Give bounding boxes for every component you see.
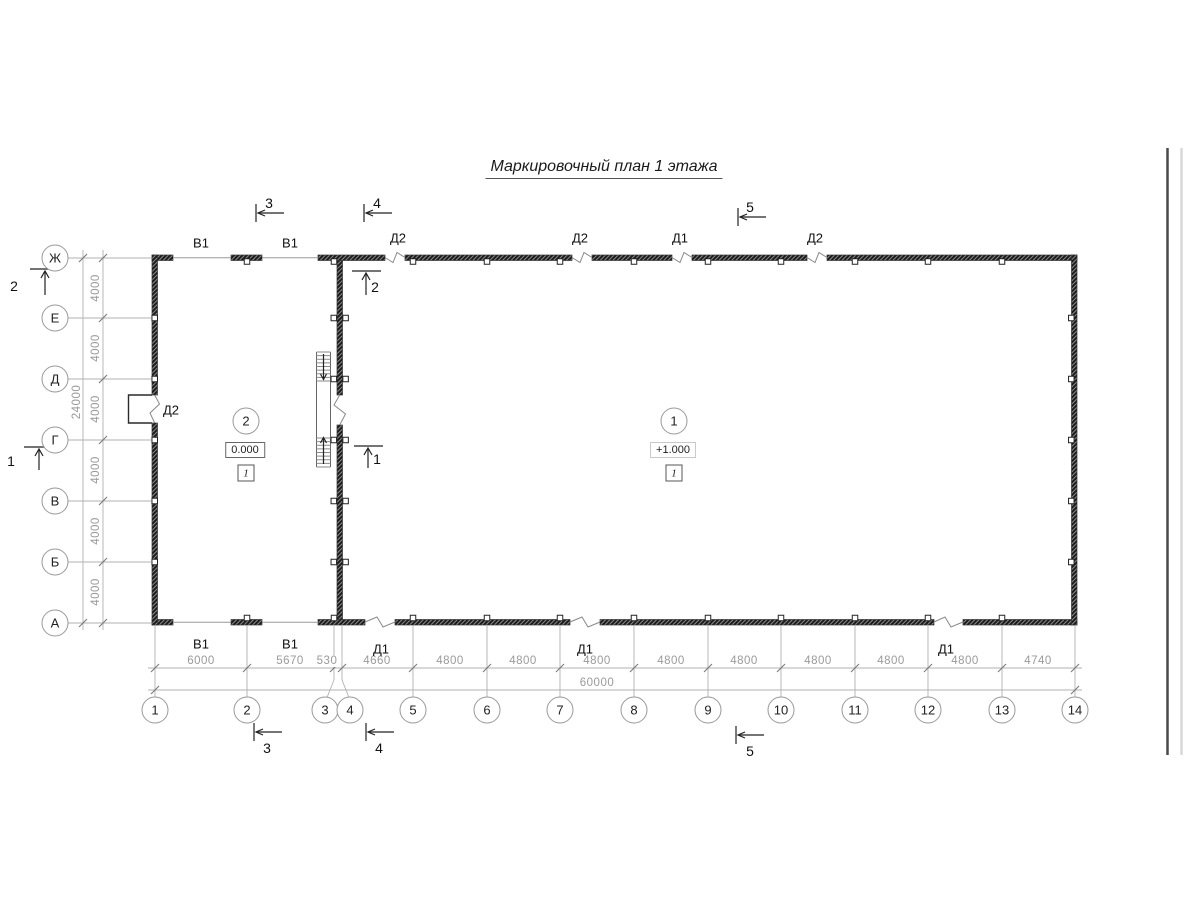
section-mark-label: 4 <box>375 740 383 756</box>
floor-type-mark: 1 <box>666 465 683 482</box>
opening-label: В1 <box>193 235 209 251</box>
room-elevation: 0.000 <box>225 442 265 458</box>
door-breaks <box>150 253 963 628</box>
window-lines <box>173 258 318 623</box>
opening-label: Д2 <box>162 402 180 418</box>
dimension-total: 24000 <box>71 384 83 420</box>
dimension-value: 4800 <box>730 655 758 667</box>
axis-circle-row: А <box>42 610 69 637</box>
section-mark-label: 3 <box>263 740 271 756</box>
section-mark-label: 1 <box>373 451 381 467</box>
stairs-icon <box>317 352 331 467</box>
section-mark-label: 1 <box>7 453 15 469</box>
section-mark-label: 4 <box>373 195 381 211</box>
axis-circle-col: 13 <box>989 697 1016 724</box>
dimension-value: 4000 <box>90 395 102 423</box>
axis-circle-row: Г <box>42 427 69 454</box>
axis-circle-col: 1 <box>142 697 169 724</box>
axis-circle-col: 9 <box>695 697 722 724</box>
dimension-ticks <box>79 254 1079 694</box>
opening-label: Д2 <box>806 230 824 246</box>
opening-label: В1 <box>282 636 298 652</box>
section-mark-label: 2 <box>371 279 379 295</box>
floor-type-mark: 1 <box>238 465 255 482</box>
page-title: Маркировочный план 1 этажа <box>485 158 722 179</box>
section-mark-label: 3 <box>265 195 273 211</box>
dimension-value: 4800 <box>583 655 611 667</box>
axis-circle-col: 12 <box>915 697 942 724</box>
opening-label: В1 <box>282 235 298 251</box>
room-number-circle: 2 <box>233 408 260 435</box>
axis-circle-col: 14 <box>1062 697 1089 724</box>
dimension-lines <box>83 250 1082 698</box>
walls <box>152 255 1077 625</box>
axis-circle-col: 8 <box>621 697 648 724</box>
axis-circle-row: В <box>42 488 69 515</box>
dimension-value: 4000 <box>90 517 102 545</box>
axis-lines <box>69 258 1076 697</box>
axis-circle-row: Ж <box>42 245 69 272</box>
dimension-value: 4660 <box>363 655 391 667</box>
opening-label: Д1 <box>576 641 594 657</box>
opening-label: Д2 <box>389 230 407 246</box>
room-number-circle: 1 <box>661 408 688 435</box>
section-mark-label: 5 <box>746 743 754 759</box>
axis-circle-row: Д <box>42 366 69 393</box>
column-plates <box>152 259 1074 621</box>
opening-label: Д1 <box>671 230 689 246</box>
opening-label: В1 <box>193 636 209 652</box>
dimension-value: 4800 <box>877 655 905 667</box>
porch-outline <box>129 395 153 423</box>
room-elevation: +1.000 <box>650 442 696 458</box>
section-mark-label: 2 <box>10 278 18 294</box>
axis-circle-col: 10 <box>768 697 795 724</box>
dimension-total: 60000 <box>579 677 615 689</box>
dimension-value: 4800 <box>657 655 685 667</box>
dimension-value: 4000 <box>90 274 102 302</box>
axis-circle-col: 6 <box>474 697 501 724</box>
sheet-frame <box>1168 148 1182 755</box>
axis-circle-row: Е <box>42 305 69 332</box>
axis-circle-col: 7 <box>547 697 574 724</box>
axis-circle-col: 4 <box>337 697 364 724</box>
dimension-value: 4800 <box>951 655 979 667</box>
axis-circle-row: Б <box>42 549 69 576</box>
opening-label: Д1 <box>372 641 390 657</box>
dimension-value: 5670 <box>276 655 304 667</box>
opening-label: Д2 <box>571 230 589 246</box>
dimension-value: 4000 <box>90 456 102 484</box>
axis-circle-col: 3 <box>312 697 339 724</box>
dimension-value: 6000 <box>187 655 215 667</box>
dimension-value: 4800 <box>436 655 464 667</box>
dimension-value: 4000 <box>90 578 102 606</box>
axis-circle-col: 5 <box>400 697 427 724</box>
dimension-value: 4800 <box>804 655 832 667</box>
dimension-value: 530 <box>316 655 338 667</box>
section-mark-label: 5 <box>746 199 754 215</box>
dimension-value: 4800 <box>509 655 537 667</box>
axis-circle-col: 2 <box>234 697 261 724</box>
dimension-value: 4740 <box>1024 655 1052 667</box>
dimension-value: 4000 <box>90 334 102 362</box>
opening-label: Д1 <box>937 641 955 657</box>
axis-circle-col: 11 <box>842 697 869 724</box>
